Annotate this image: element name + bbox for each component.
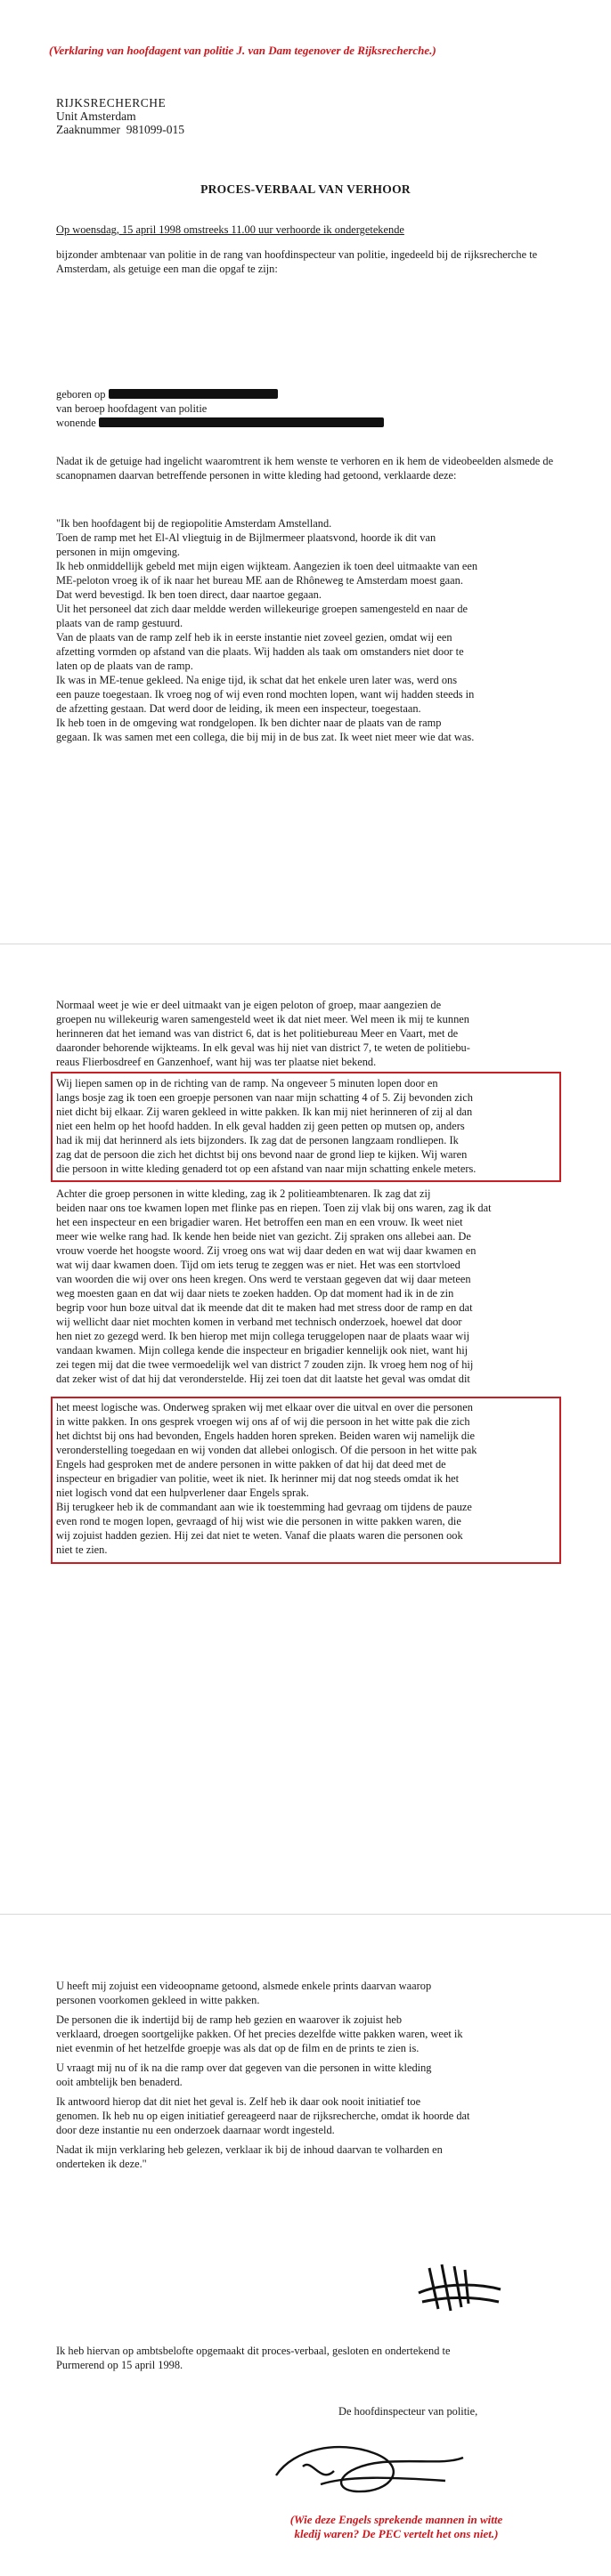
org-name: RIJKSRECHERCHE	[56, 96, 167, 109]
line: Nadat ik mijn verklaring heb gelezen, verklaar ik bij de inhoud daarvan te volharden en	[56, 2143, 443, 2156]
bottom-annotation	[263, 2513, 530, 2541]
page-title: PROCES-VERBAAL VAN VERHOOR	[200, 182, 411, 196]
line: Ik heb hiervan op ambtsbelofte opgemaakt dit proces-verbaal, gesloten en ondertekend te	[56, 2345, 451, 2357]
line: begrip voor hun boze uitval dat ik meende dat dit te maken had met stress door de ramp en dat	[56, 1301, 473, 1314]
document-header	[56, 96, 184, 136]
intro-body: bijzonder ambtenaar van politie in de rang van hoofdinspecteur van politie, ingedeeld bij de rijksrecherche te Amsterdam, als getuige een man die opgaf te zijn:	[56, 248, 538, 275]
line: Wij liepen samen op in de richting van de ramp. Na ongeveer 5 minuten lopen door en	[56, 1077, 438, 1090]
line: door deze instantie nu een onderzoek daarnaar wordt ingesteld.	[56, 2124, 335, 2136]
page-3	[0, 1914, 611, 2576]
line: in witte pakken. In ons gesprek vroegen wij ons af of wij die persoon in het witte pak die zich	[56, 1415, 470, 1428]
officer-title: De hoofdinspecteur van politie,	[338, 2405, 478, 2418]
line: Toen de ramp met het El-Al vliegtuig in de Bijlmermeer plaatsvond, hoorde ik dit van	[56, 531, 436, 544]
line: die persoon in witte kleding genaderd tot op een afstand van naar mijn schatting enkele meters.	[56, 1162, 477, 1175]
line: van woorden die wij over ons heen kregen. Ons werd te verstaan gegeven dat wij daar meteen	[56, 1273, 471, 1285]
line: even rond te mogen lopen, gevraagd of hij wist wie die personen in witte pakken waren, die	[56, 1515, 461, 1527]
line: veronderstelling toegedaan en wij vonden dat allebei onlogisch. Of die persoon in het witte pak	[56, 1444, 477, 1456]
paragraph	[56, 2013, 555, 2055]
line: inspecteur en brigadier van politie, weet ik niet. Ik herinner mij dat nog steeds omdat ik het	[56, 1472, 460, 1485]
line: zag dat de persoon die zich het dichtst bij ons bevond naar de grond liep te kijken. Wij waren	[56, 1148, 468, 1161]
line: had ik mij dat herinnerd als iets bijzonders. Ik zag dat de personen langzaam rondliepen. Ik	[56, 1134, 459, 1146]
line: Van de plaats van de ramp zelf heb ik in eerste instantie niet zoveel gezien, omdat wij een	[56, 631, 452, 644]
line: meer wie welke rang had. Ik kende hen beide niet van gezicht. Zij spraken ons allebei aan. De	[56, 1230, 471, 1243]
line: beiden naar ons toe kwamen lopen met flinke pas en riepen. Toen zij vlak bij ons waren, zag ik dat	[56, 1202, 492, 1214]
paragraph	[56, 1979, 555, 2007]
line: gegaan. Ik was samen met een collega, die bij mij in de bus zat. Ik weet niet meer wie dat was.	[56, 731, 475, 743]
line: het dichtst bij ons had bevonden, Engels hadden horen spreken. Beiden waren wij namelijk die	[56, 1430, 476, 1442]
line: groepen nu willekeurig waren samengesteld weet ik dat niet meer. Wel meen ik mij te kunnen	[56, 1013, 469, 1025]
case-number: 981099-015	[126, 123, 184, 136]
line: niet logisch vond dat een hulpverlener daar Engels sprak.	[56, 1486, 309, 1499]
line: dat zeker wist of dat hij dat veronderstelde. Hij zei toen dat dit laatste het geval was omdat dit	[56, 1373, 470, 1385]
statement-page-3	[56, 1979, 555, 2171]
line: onderteken ik deze."	[56, 2158, 147, 2170]
witness-signature	[411, 2257, 509, 2320]
line: Engels had gesproken met de andere personen in witte pakken of dat hij dat deed met de	[56, 1458, 446, 1470]
case-number-label: Zaaknummer	[56, 123, 120, 136]
line: reaus Flierbosdreef en Ganzenhoef, want hij was ter plaatse niet bekend.	[56, 1056, 377, 1068]
line: de afzetting gestaan. Dat werd door de leiding, ik meen een inspecteur, toegestaan.	[56, 702, 421, 715]
line: U heeft mij zojuist een videoopname getoond, alsmede enkele prints daarvan waarop	[56, 1980, 432, 1992]
line: U vraagt mij nu of ik na die ramp over dat gegeven van die personen in witte kleding	[56, 2062, 432, 2074]
paragraph	[56, 2061, 555, 2089]
line: Uit het personeel dat zich daar meldde werden willekeurige groepen samengesteld en naar de	[56, 603, 468, 615]
occupation: van beroep hoofdagent van politie	[56, 402, 208, 415]
residence-label: wonende	[56, 417, 96, 429]
line: niet dicht bij elkaar. Zij waren gekleed in witte pakken. Ik kan mij niet herinneren of zij al dan	[56, 1106, 473, 1118]
line: De personen die ik indertijd bij de ramp heb gezien en waarover ik zojuist heb	[56, 2013, 403, 2026]
line: Achter die groep personen in witte kleding, zag ik 2 politieambtenaren. Ik zag dat zij	[56, 1187, 431, 1200]
paragraph	[56, 2143, 555, 2171]
page-1	[0, 0, 611, 944]
highlighted-passage-2	[56, 1400, 555, 1557]
line: Dat werd bevestigd. Ik ben toen direct, daar naartoe gegaan.	[56, 588, 322, 601]
line: personen voorkomen gekleed in witte pakken.	[56, 1994, 260, 2006]
closing-paragraph	[56, 2344, 555, 2372]
line: "Ik ben hoofdagent bij de regiopolitie Amsterdam Amstelland.	[56, 517, 332, 530]
line: personen in mijn omgeving.	[56, 546, 181, 558]
line: verklaard, droegen soortgelijke pakken. Of het precies dezelfde witte pakken waren, weet ik	[56, 2028, 463, 2040]
line: afzetting vormden op afstand van die plaats. Wij hadden als taak om omstanders niet door te	[56, 645, 464, 658]
line: Purmerend op 15 april 1998.	[56, 2359, 183, 2371]
statement-page-2-top	[56, 998, 555, 1069]
line: wij wellicht daar niet mochten komen in verband met technisch onderzoek, hoewel dat door	[56, 1316, 462, 1328]
line: Bij terugkeer heb ik de commandant aan wie ik toestemming had gevraag om tijdens de pauze	[56, 1501, 472, 1513]
redaction-birthdate	[109, 389, 278, 399]
line: weg moesten gaan en dat wij daar niets te zoeken hadden. Op dat moment had ik in de zin	[56, 1287, 454, 1300]
line: hen niet zo gezegd werd. Ik ben hierop met mijn collega teruggelopen naar de plaats waar wij	[56, 1330, 470, 1342]
line: (Wie deze Engels sprekende mannen in witte	[289, 2513, 503, 2526]
line: Ik heb onmiddellijk gebeld met mijn eigen wijkteam. Aangezien ik toen deel uitmaakte van een	[56, 560, 478, 572]
line: Ik heb toen in de omgeving wat rondgelopen. Ik ben dichter naar de plaats van de ramp	[56, 717, 442, 729]
line: niet een helm op het hoofd hadden. In elk geval hadden zij geen petten op mutsen op, anders	[56, 1120, 465, 1132]
line: ME-peloton vroeg ik of ik naar het bureau ME aan de Rhôneweg te Amsterdam moest gaan.	[56, 574, 463, 587]
highlighted-passage-1	[56, 1076, 555, 1176]
officer-signature	[267, 2422, 472, 2502]
line: laten op de plaats van de ramp.	[56, 660, 193, 672]
line: wij zojuist hadden gezien. Hij zei dat niet te weten. Vanaf die plaats waren die personen ook	[56, 1529, 463, 1542]
line: genomen. Ik heb nu op eigen initiatief gereageerd naar de rijksrecherche, omdat ik hoorde dat	[56, 2110, 470, 2122]
line: daaronder behorende wijkteams. In elk geval was hij niet van district 7, te weten de politiebu-	[56, 1041, 470, 1054]
line: Ik antwoord hierop dat dit niet het geval is. Zelf heb ik daar ook nooit initiatief toe	[56, 2095, 421, 2108]
line: vandaan kwamen. Mijn collega kende die inspecteur en brigadier kennelijk ook niet, want hij	[56, 1344, 468, 1357]
line: vrouw voerde het hoogste woord. Zij vroeg ons wat wij daar deden en wat wij daar kwamen en	[56, 1244, 477, 1257]
unit-name: Unit Amsterdam	[56, 109, 136, 123]
page-2	[0, 944, 611, 1914]
line: Normaal weet je wie er deel uitmaakt van je eigen peloton of groep, maar aangezien de	[56, 999, 442, 1011]
line: ooit ambtelijk ben benaderd.	[56, 2076, 183, 2088]
intro-first-line: Op woensdag, 15 april 1998 omstreeks 11.00 uur verhoorde ik ondergetekende	[56, 223, 404, 236]
line: Ik was in ME-tenue gekleed. Na enige tijd, ik schat dat het enkele uren later was, werd ons	[56, 674, 458, 686]
line: langs bosje zag ik toen een groepje personen van naar mijn schatting 4 of 5. Zij bevonden zich	[56, 1091, 473, 1104]
line: kledij waren? De PEC vertelt het ons niet.)	[294, 2527, 499, 2540]
line: herinneren dat het iemand was van district 6, dat is het politiebureau Meer en Vaart, met de	[56, 1027, 459, 1040]
statement-page-1	[56, 516, 555, 744]
statement-page-2-middle	[56, 1187, 555, 1386]
line: niet evenmin of het hetzelfde groepje was als dat op de film en de prints te zien is.	[56, 2042, 420, 2054]
line: het meest logische was. Onderweg spraken wij met elkaar over die uitval en over die personen	[56, 1401, 473, 1414]
case-number-line	[56, 123, 184, 136]
line: zei tegen mij dat die twee vermoedelijk wel van district 7 zouden zijn. Ik vroeg hem nog of hij	[56, 1358, 474, 1371]
born-label: geboren op	[56, 388, 106, 401]
line: wat wij daar kwamen doen. Tijd om iets terug te zeggen was er niet. Het was een stortvloed	[56, 1259, 460, 1271]
line: plaats van de ramp gestuurd.	[56, 617, 183, 629]
paragraph	[56, 2094, 555, 2137]
line: het een inspecteur en een brigadier waren. Het betroffen een man en een vrouw. Ik weet niet	[56, 1216, 463, 1228]
line: niet te zien.	[56, 1543, 108, 1556]
top-annotation: (Verklaring van hoofdagent van politie J. van Dam tegenover de Rijksrecherche.)	[49, 44, 436, 57]
personal-details	[56, 387, 555, 430]
redaction-address	[99, 417, 384, 427]
intro-paragraph	[56, 223, 555, 276]
line: een pauze toegestaan. Ik vroeg nog of wij even rond mochten lopen, want wij hadden steeds in	[56, 688, 475, 701]
statement-intro: Nadat ik de getuige had ingelicht waaromtrent ik hem wenste te verhoren en ik hem de videobeelden alsmede de scanopnamen daarvan betreffende personen in witte kleding had getoond, verklaarde deze:	[56, 455, 554, 482]
